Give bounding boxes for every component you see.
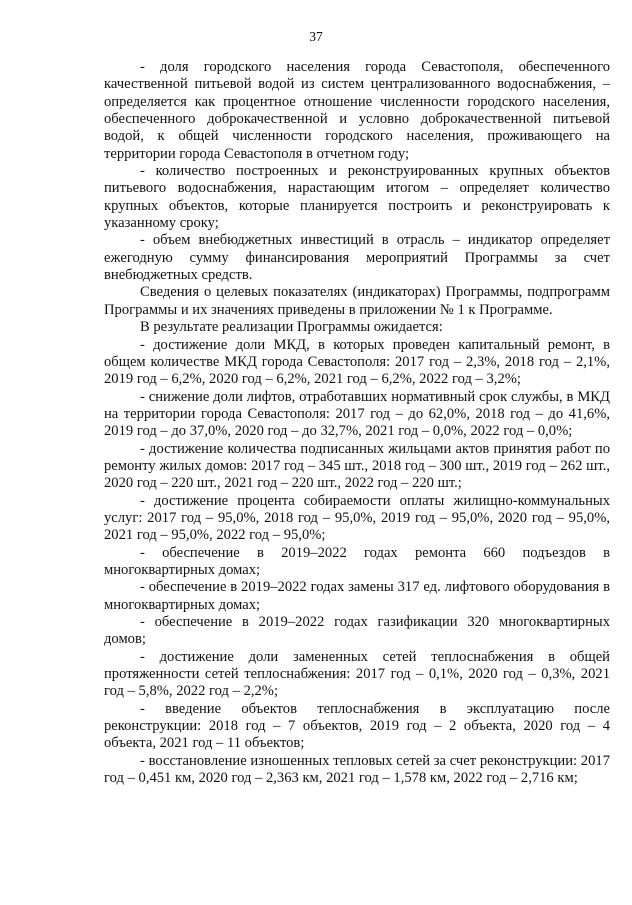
paragraph-entrance-repairs: - обеспечение в 2019–2022 годах ремонта 660 подъездов в многоквартирных домах; xyxy=(104,544,610,578)
page-number: 37 xyxy=(309,29,323,44)
paragraph-heat-network-restoration: - восстановление изношенных тепловых сетей за счет реконструкции: 2017 год – 0,451 км, 2020 год – 2,363 км, 2021 год – 1,578 км, 2022 год – 2,716 км; xyxy=(104,752,610,787)
document-body xyxy=(104,59,610,787)
paragraph-payment-collection-rate: - достижение процента собираемости оплаты жилищно-коммунальных услуг: 2017 год – 95,0%, 2018 год – 95,0%, 2019 год – 95,0%, 2020 год – 95,0%, 2021 год – 95,0%, 2022 год – 95,0%; xyxy=(104,492,610,544)
paragraph-indicators-appendix-reference: Сведения о целевых показателях (индикаторах) Программы, подпрограмм Программы и их значениях приведены в приложении № 1 к Программе. xyxy=(104,284,610,318)
paragraph-population-share-indicator: - доля городского населения города Севастополя, обеспеченного качественной питьевой водой из систем централизованного водоснабжения, – определяется как процентное отношение численности городского населения, обеспеченного доброкачественной и условно доброкачественной питьевой водой, к общей численности городского населения, проживающего на территории города Севастополя в отчетном году; xyxy=(104,59,610,162)
paragraph-elevator-share-reduction: - снижение доли лифтов, отработавших нормативный срок службы, в МКД на территории города Севастополя: 2017 год – до 62,0%, 2018 год – до 41,6%, 2019 год – до 37,0%, 2020 год – до 32,7%, 2021 год – 0,0%, 2022 год – 0,0%; xyxy=(104,388,610,440)
paragraph-capital-repair-share: - достижение доли МКД, в которых проведен капитальный ремонт, в общем количестве МКД города Севастополя: 2017 год – 2,3%, 2018 год – 2,1%, 2019 год – 6,2%, 2020 год – 6,2%, 2021 год – 6,2%, 2022 год – 3,2%; xyxy=(104,336,610,388)
paragraph-heat-network-replacement-share: - достижение доли замененных сетей теплоснабжения в общей протяженности сетей теплоснабжения: 2017 год – 0,1%, 2020 год – 0,3%, 2021 год – 5,8%, 2022 год – 2,2%; xyxy=(104,648,610,700)
paragraph-expected-results-intro: В результате реализации Программы ожидается: xyxy=(140,319,443,336)
paragraph-extrabudgetary-investments: - объем внебюджетных инвестиций в отрасль – индикатор определяет ежегодную сумму финансирования мероприятий Программы за счет внебюджетных средств. xyxy=(104,232,610,284)
paragraph-gasification: - обеспечение в 2019–2022 годах газификации 320 многоквартирных домов; xyxy=(104,614,610,648)
paragraph-elevator-replacement: - обеспечение в 2019–2022 годах замены 317 ед. лифтового оборудования в многоквартирных домах; xyxy=(104,579,610,613)
paragraph-signed-acts-count: - достижение количества подписанных жильцами актов принятия работ по ремонту жилых домов: 2017 год – 345 шт., 2018 год – 300 шт., 2019 год – 262 шт., 2020 год – 220 шт., 2021 год – 220 шт., 2022 год – 220 шт.; xyxy=(104,440,610,492)
paragraph-water-facilities-count: - количество построенных и реконструированных крупных объектов питьевого водоснабжения, нарастающим итогом – определяет количество крупных объектов, которые планируется построить и реконструировать к указанному сроку; xyxy=(104,163,610,232)
paragraph-heat-facilities-commissioning: - введение объектов теплоснабжения в эксплуатацию после реконструкции: 2018 год – 7 объектов, 2019 год – 2 объекта, 2020 год – 4 объекта, 2021 год – 11 объектов; xyxy=(104,700,610,752)
